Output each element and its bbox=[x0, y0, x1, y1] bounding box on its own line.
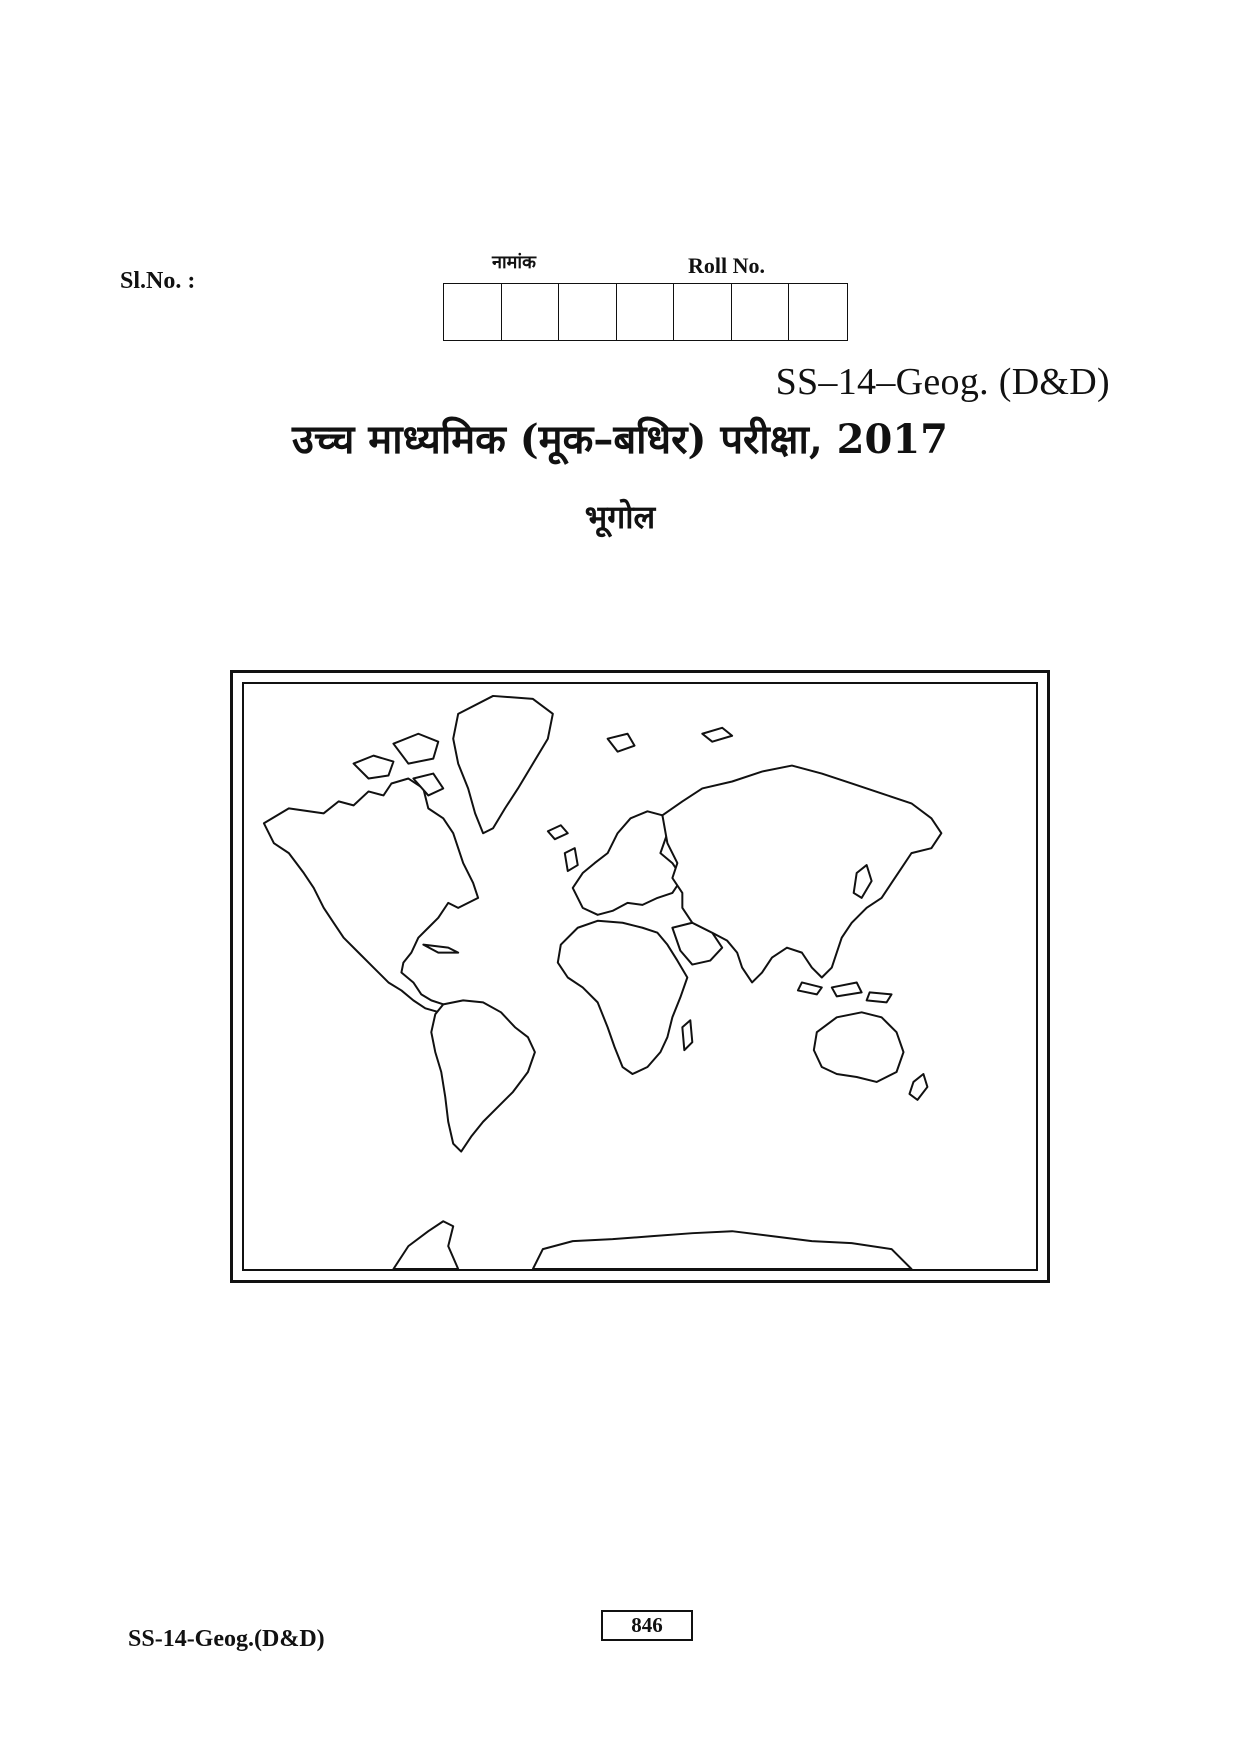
roll-number-digit-box[interactable] bbox=[559, 284, 617, 340]
arctic-islands-outline bbox=[393, 734, 438, 764]
world-map bbox=[242, 682, 1038, 1271]
cuba-outline bbox=[423, 945, 458, 953]
south-america-outline bbox=[431, 1000, 535, 1151]
africa-outline bbox=[558, 921, 688, 1074]
antarctica-outline bbox=[533, 1231, 912, 1269]
paper-code-footer: SS-14-Geog.(D&D) bbox=[128, 1626, 325, 1652]
north-america-outline bbox=[264, 779, 478, 1013]
roll-number-label-english: Roll No. bbox=[688, 253, 765, 278]
svalbard-outline bbox=[608, 734, 635, 752]
roll-number-digit-box[interactable] bbox=[617, 284, 675, 340]
australia-outline bbox=[814, 1012, 904, 1082]
roll-number-digit-box[interactable] bbox=[789, 284, 847, 340]
antarctica-outline bbox=[393, 1221, 458, 1269]
world-map-frame bbox=[230, 670, 1050, 1283]
madagascar-outline bbox=[682, 1020, 692, 1050]
roll-number-label-hindi: नामांक bbox=[492, 252, 536, 273]
page-number-box: 846 bbox=[601, 1610, 693, 1641]
subject-title: भूगोल bbox=[584, 498, 656, 536]
arctic-islands-outline bbox=[354, 756, 394, 779]
serial-number-label: Sl.No. : bbox=[120, 268, 196, 294]
iceland-outline bbox=[548, 825, 568, 839]
roll-number-digit-box[interactable] bbox=[502, 284, 560, 340]
roll-number-digit-box[interactable] bbox=[732, 284, 790, 340]
roll-number-digit-box[interactable] bbox=[674, 284, 732, 340]
paper-code-header: SS–14–Geog. (D&D) bbox=[775, 361, 1110, 403]
british-isles-outline bbox=[565, 848, 578, 871]
greenland-outline bbox=[453, 696, 553, 833]
roll-number-boxes bbox=[443, 283, 848, 341]
world-map-outline bbox=[244, 684, 1036, 1269]
arctic-archipelago-outline bbox=[702, 728, 732, 742]
exam-title: उच्च माध्यमिक (मूक–बधिर) परीक्षा, 2017 bbox=[291, 416, 948, 463]
new-zealand-outline bbox=[909, 1074, 927, 1100]
indonesia-outline bbox=[798, 982, 822, 994]
roll-number-digit-box[interactable] bbox=[444, 284, 502, 340]
indonesia-outline bbox=[832, 982, 862, 996]
indonesia-outline bbox=[867, 992, 892, 1002]
